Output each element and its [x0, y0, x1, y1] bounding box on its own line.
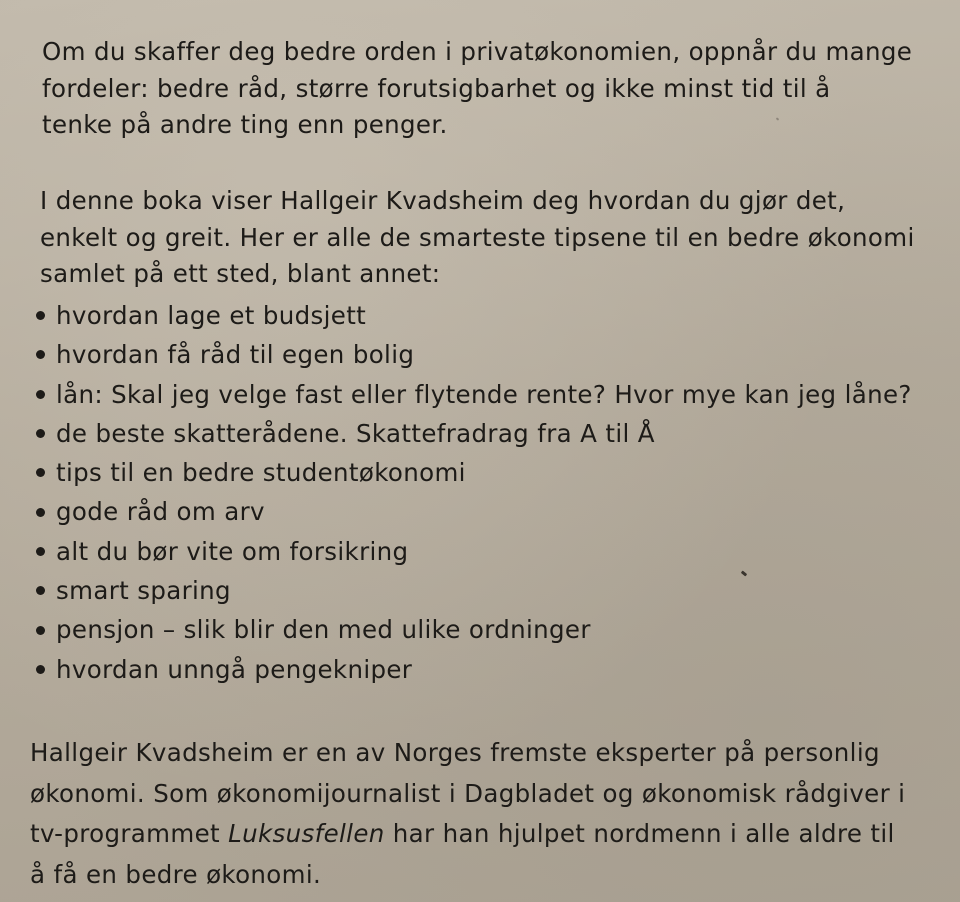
bullet-text: gode råd om arv [56, 497, 265, 527]
bullet-text: hvordan lage et budsjett [56, 301, 367, 330]
bio-line-3-end: har han hjulpet nordmenn i alle aldre til [384, 819, 895, 848]
bullet-item [36, 335, 912, 374]
bullet-item [36, 610, 912, 649]
bullet-text: hvordan få råd til egen bolig [56, 340, 415, 370]
bullet-item [36, 414, 912, 453]
bullet-item [36, 571, 912, 610]
intro-line-3: tenke på andre ting enn penger. [42, 110, 448, 139]
intro-line-1: Om du skaffer deg bedre orden i privatøkonomien, oppnår du mange [42, 37, 913, 66]
bio-line-4: å få en bedre økonomi. [30, 859, 322, 889]
bullet-item [36, 492, 912, 531]
bullet-item [36, 296, 912, 335]
bullet-icon [36, 390, 45, 399]
bullet-icon [36, 429, 45, 438]
bio-line-2: økonomi. Som økonomijournalist i Dagbladet og økonomisk rådgiver i [30, 778, 906, 808]
description-line-3: samlet på ett sted, blant annet: [40, 259, 441, 288]
bullet-item [36, 453, 912, 492]
bullet-item [36, 532, 912, 571]
tips-bullet-list [36, 296, 912, 689]
tv-program-title: Luksusfellen [228, 819, 385, 848]
bullet-icon [36, 311, 45, 320]
bullet-icon [36, 665, 45, 674]
bio-line-3 [30, 814, 905, 855]
author-bio-paragraph [30, 733, 905, 895]
description-line-2: enkelt og greit. Her er alle de smarteste tipsene til en bedre økonomi [40, 222, 915, 252]
bullet-icon [36, 626, 45, 635]
bullet-text: de beste skatterådene. Skattefradrag fra A til Å [56, 418, 655, 448]
bullet-text: lån: Skal jeg velge fast eller flytende rente? Hvor mye kan jeg låne? [56, 379, 912, 409]
bullet-icon [36, 508, 45, 517]
bio-line-3-start: tv-programmet [30, 819, 229, 848]
bullet-item [36, 375, 912, 414]
bullet-icon [36, 468, 45, 477]
description-line-1: I denne boka viser Hallgeir Kvadsheim deg hvordan du gjør det, [40, 186, 846, 215]
intro-paragraph [42, 34, 912, 144]
bullet-icon [36, 350, 45, 359]
bullet-text: pensjon – slik blir den med ulike ordninger [56, 615, 591, 645]
bullet-text: tips til en bedre studentøkonomi [56, 458, 466, 488]
book-description-paragraph [40, 183, 915, 293]
bio-line-1: Hallgeir Kvadsheim er en av Norges fremste eksperter på personlig [30, 738, 880, 767]
bullet-item [36, 650, 912, 689]
bullet-text: hvordan unngå pengekniper [56, 654, 413, 684]
bullet-icon [36, 547, 45, 556]
intro-line-2: fordeler: bedre råd, større forutsigbarhet og ikke minst tid til å [42, 73, 831, 103]
bullet-text: alt du bør vite om forsikring [56, 536, 409, 566]
bullet-icon [36, 586, 45, 595]
bullet-text: smart sparing [56, 576, 231, 606]
